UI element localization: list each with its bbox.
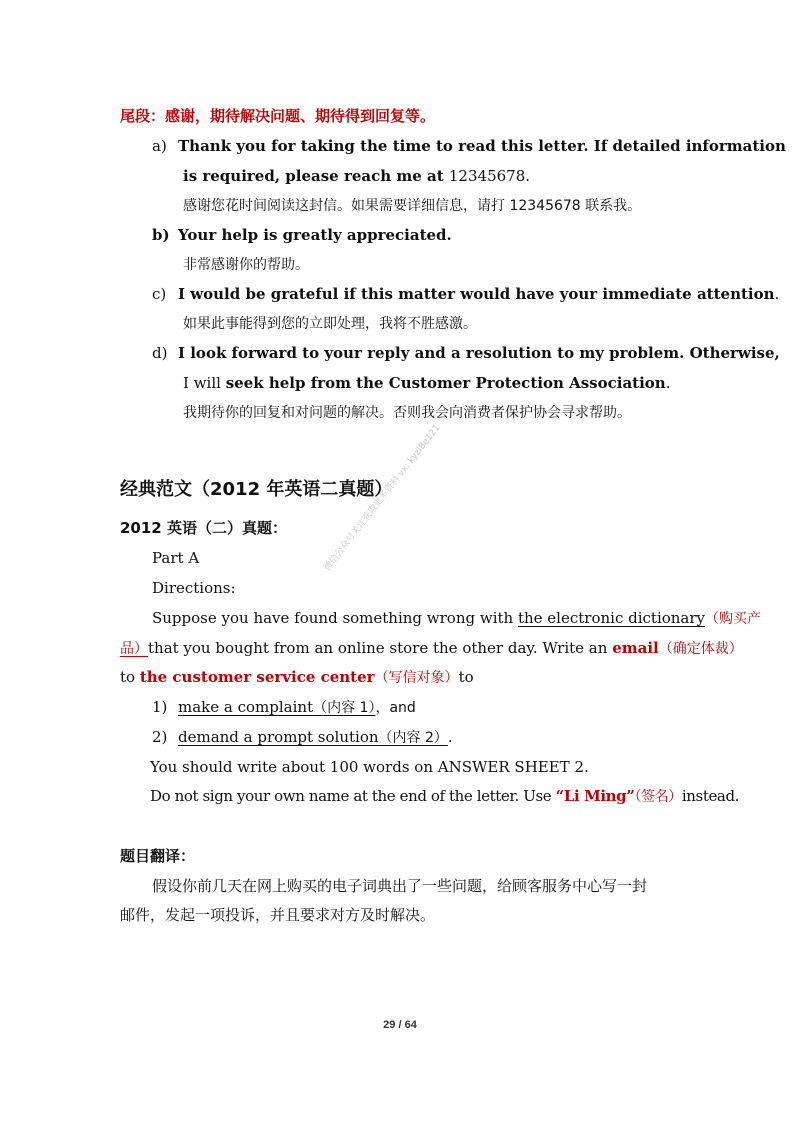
sample-subtitle: 2012 英语（二）真题： [120, 519, 287, 537]
word-count-line: You should write about 100 words on ANSWER SHEET 2. [150, 758, 589, 776]
item-en-text: Thank you for taking the time to read this letter. If detailed information [178, 137, 786, 155]
item-c-translation: 如果此事能得到您的立即处理，我将不胜感激。 [183, 316, 477, 332]
directions-line3: to the customer service center（写信对象）to [120, 668, 474, 686]
item-marker: a) [152, 137, 167, 155]
item-a [152, 136, 786, 156]
item-a-translation: 感谢您花时间阅读这封信。如果需要详细信息，请打 12345678 联系我。 [183, 198, 642, 214]
item-b-translation: 非常感谢你的帮助。 [183, 257, 309, 273]
directions-line2: 品）that you bought from an online store the other day. Write an email（确定体裁） [120, 639, 743, 657]
part-label: Part A [152, 549, 200, 567]
item-d-translation: 我期待你的回复和对问题的解决。否则我会向消费者保护协会寻求帮助。 [183, 405, 631, 421]
directions-label: Directions: [152, 579, 236, 597]
item-d-line2: I will seek help from the Customer Protection Association. [183, 374, 671, 392]
item-c: c) I would be grateful if this matter would have your immediate attention. [152, 285, 780, 303]
signature-line: Do not sign your own name at the end of the letter. Use “Li Ming”（签名）instead. [150, 787, 740, 805]
item-d: d) I look forward to your reply and a resolution to my problem. Otherwise, [152, 344, 780, 362]
task-item-1: 1) make a complaint（内容 1），and [152, 698, 416, 716]
item-a-line2: is required, please reach me at 12345678. [183, 167, 531, 185]
watermark-text: 微信公众号关注获取更多资料 vx: kyzl8e121 [322, 423, 443, 574]
sample-section-title: 经典范文（2012 年英语二真题） [120, 479, 393, 500]
translation-line1: 假设你前几天在网上购买的电子词典出了一些问题，给顾客服务中心写一封 [152, 877, 648, 895]
closing-section-heading: 尾段：感谢，期待解决问题、期待得到回复等。 [120, 107, 436, 125]
translation-heading: 题目翻译： [120, 847, 196, 865]
page-number: 29 / 64 [383, 1019, 417, 1031]
translation-line2: 邮件，发起一项投诉，并且要求对方及时解决。 [120, 906, 436, 924]
directions-line1: Suppose you have found something wrong with the electronic dictionary（购买产 [152, 609, 762, 627]
task-item-2: 2) demand a prompt solution（内容 2）. [152, 728, 453, 746]
item-b: b) Your help is greatly appreciated. [152, 226, 452, 244]
